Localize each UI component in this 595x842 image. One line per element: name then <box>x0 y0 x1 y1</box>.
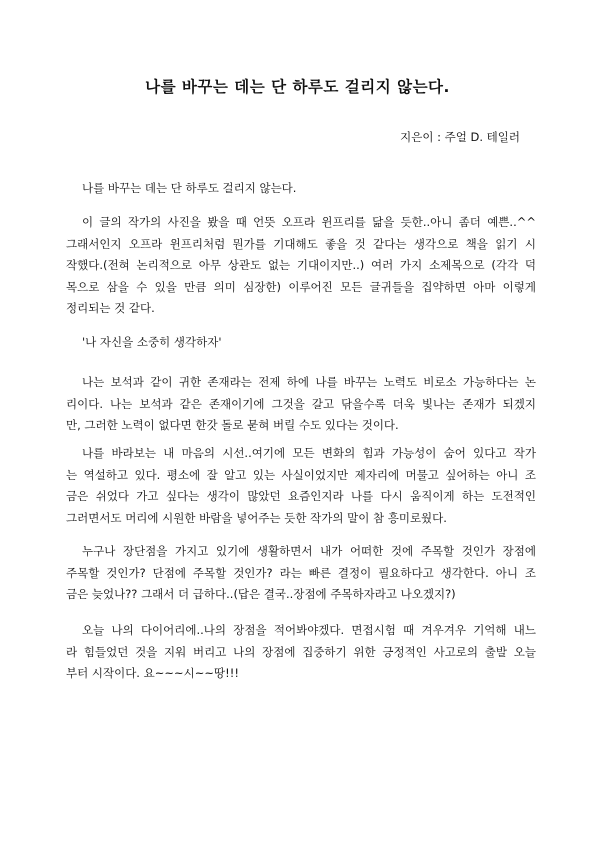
text-line: '나 자신을 소중히 생각하자' <box>82 335 222 349</box>
paragraph-gem <box>66 372 536 437</box>
text-line: 정리되는 것 같다. <box>66 301 155 315</box>
text-line: 금은 늦었나?? 그래서 더 급하다..(답은 결국..장점에 주목하자라고 나오겠지?) <box>66 587 456 601</box>
text-line: 는 역설하고 있다. 평소에 잘 알고 있는 사실이었지만 제자리에 머물고 싶어하는 아니 조 <box>66 467 536 482</box>
text-line: 나는 보석과 같이 귀한 존재라는 전제 하에 나를 바꾸는 노력도 비로소 가능하다는 논 <box>82 375 536 389</box>
paragraph-intro <box>66 178 536 200</box>
text-line: 그래서인지 오프라 윈프리처럼 뭔가를 기대해도 좋을 것 같다는 생각으로 책을 읽기 시 <box>66 236 536 251</box>
text-line: 금은 쉬었다 가고 싶다는 생각이 많았던 요즘인지라 나를 다시 움직이게 하는 도전적인 <box>66 489 536 503</box>
text-line: 누구나 장단점을 가지고 있기에 생활하면서 내가 어떠한 것에 주목할 것인가 장점에 <box>82 544 536 558</box>
text-line: 라 힘들었던 것을 지워 버리고 나의 장점에 집중하기 위한 긍정적인 사고로의 출발 오늘 <box>66 644 536 659</box>
text-line: 만, 그러한 노력이 없다면 한갓 돌로 묻혀 버릴 수도 있다는 것이다. <box>66 418 399 432</box>
text-line: 목으로 삼을 수 있을 만큼 의미 심장한) 이루어진 모든 글귀들을 집약하면 아마 이렇게 <box>66 279 536 294</box>
text-line: 나를 바꾸는 데는 단 하루도 걸리지 않는다. <box>82 181 297 195</box>
text-line: 주목할 것인가? 단점에 주목할 것인가? 라는 빠른 결정이 필요하다고 생각한다. 아니 조 <box>66 565 536 580</box>
text-line: 이 글의 작가의 사진을 봤을 때 언뜻 오프라 윈프리를 닮을 듯한..아니 좀더 예쁜..^^ <box>82 215 536 229</box>
document-title: 나를 바꾸는 데는 단 하루도 걸리지 않는다. <box>145 78 450 96</box>
paragraph-diary <box>66 620 536 685</box>
paragraph-gaze <box>66 443 536 529</box>
text-line: 그러면서도 머리에 시원한 바람을 넣어주는 듯한 작가의 말이 참 흥미로웠다. <box>66 510 447 525</box>
text-line: 오늘 나의 다이어리에..나의 장점을 적어봐야겠다. 면접시험 때 겨우겨우 기억해 내느 <box>82 623 536 637</box>
paragraph-quote <box>66 332 536 354</box>
text-line: 리이다. 나는 보석과 같은 존재이기에 그것을 갈고 닦을수록 더욱 빛나는 존재가 되겠지 <box>66 396 536 411</box>
author-line: 지은이 : 주얼 D. 테일러 <box>400 130 520 144</box>
text-line: 부터 시작이다. 요~~~시~~땅!!! <box>66 666 239 680</box>
paragraph-first-impression <box>66 212 536 320</box>
text-line: 나를 바라보는 내 마음의 시선..여기에 모든 변화의 힘과 가능성이 숨어 있다고 작가 <box>82 446 536 460</box>
text-line: 작했다.(전혀 논리적으로 아무 상관도 없는 기대이지만..) 여러 가지 소제목으로 (각각 덕 <box>66 258 536 272</box>
paragraph-strengths <box>66 541 536 606</box>
